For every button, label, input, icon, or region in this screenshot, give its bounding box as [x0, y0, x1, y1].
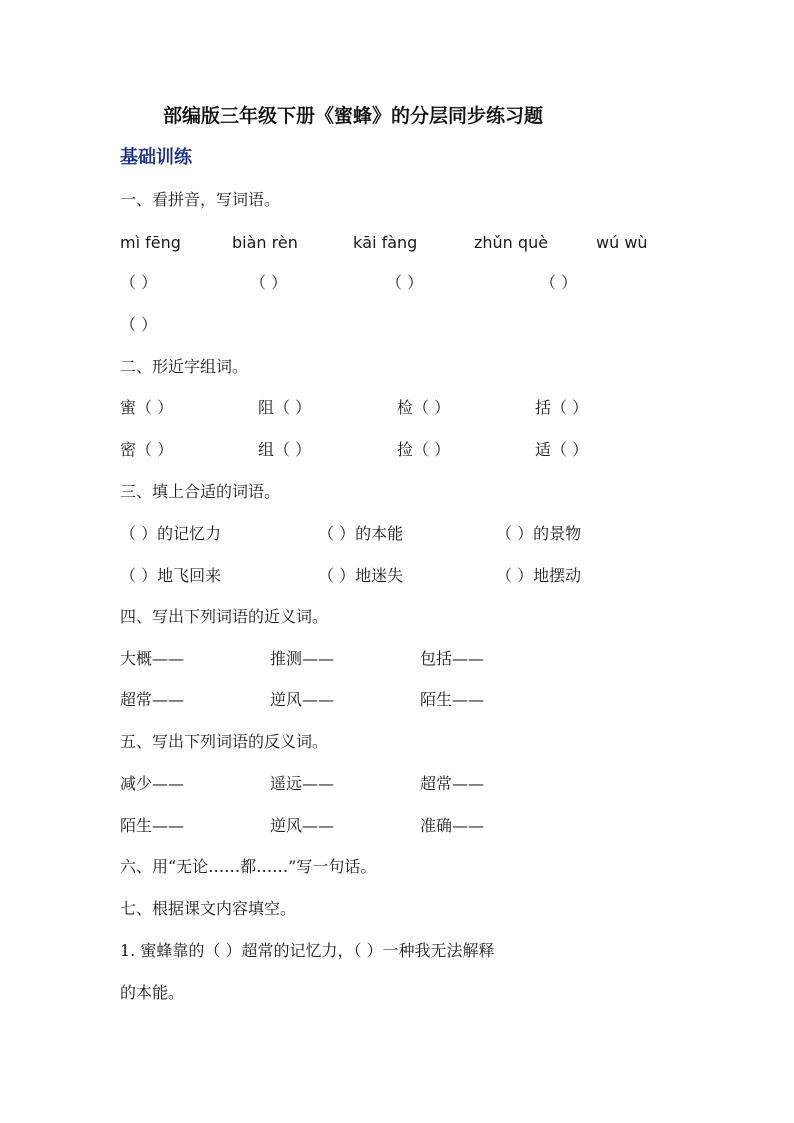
- fill-word-item[interactable]: （ ）的景物: [496, 524, 582, 543]
- pinyin-1: mì fēng: [120, 233, 181, 252]
- char-pair-item[interactable]: 检（ ）: [397, 398, 451, 417]
- question-6-heading: 六、用“无论……都……”写一句话。: [120, 857, 377, 876]
- antonym-item[interactable]: 陌生——: [120, 816, 185, 835]
- question-7-heading: 七、根据课文内容填空。: [120, 899, 297, 918]
- fill-word-item[interactable]: （ ）地摆动: [496, 566, 582, 585]
- char-pair-item[interactable]: 捡（ ）: [397, 440, 451, 459]
- char-pair-item[interactable]: 组（ ）: [258, 440, 312, 459]
- fill-word-item[interactable]: （ ）的本能: [318, 524, 404, 543]
- synonym-item[interactable]: 推测——: [270, 649, 335, 668]
- fill-word-item[interactable]: （ ）地飞回来: [120, 566, 222, 585]
- synonym-item[interactable]: 逆风——: [270, 690, 335, 709]
- antonym-item[interactable]: 超常——: [420, 774, 485, 793]
- antonym-item[interactable]: 遥远——: [270, 774, 335, 793]
- question-7-item-1[interactable]: 1. 蜜蜂靠的（ ）超常的记忆力，（ ）一种我无法解释: [120, 941, 495, 960]
- answer-blank[interactable]: （ ）: [386, 273, 424, 292]
- char-pair-item[interactable]: 适（ ）: [535, 440, 589, 459]
- char-pair-item[interactable]: 括（ ）: [535, 398, 589, 417]
- synonym-item[interactable]: 大概——: [120, 649, 185, 668]
- antonym-item[interactable]: 逆风——: [270, 816, 335, 835]
- question-7-item-1-continued: 的本能。: [120, 983, 185, 1002]
- antonym-item[interactable]: 减少——: [120, 774, 185, 793]
- answer-blank[interactable]: （ ）: [250, 273, 288, 292]
- char-pair-item[interactable]: 蜜（ ）: [120, 398, 174, 417]
- pinyin-4: zhǔn què: [474, 233, 549, 252]
- pinyin-5: wú wù: [596, 233, 648, 252]
- question-4-heading: 四、写出下列词语的近义词。: [120, 607, 329, 626]
- fill-word-item[interactable]: （ ）地迷失: [318, 566, 404, 585]
- pinyin-2: biàn rèn: [232, 233, 298, 252]
- section-heading: 基础训练: [120, 147, 192, 168]
- antonym-item[interactable]: 准确——: [420, 816, 485, 835]
- question-5-heading: 五、写出下列词语的反义词。: [120, 732, 329, 751]
- question-2-heading: 二、形近字组词。: [120, 357, 249, 376]
- page-title: 部编版三年级下册《蜜蜂》的分层同步练习题: [163, 105, 544, 127]
- question-3-heading: 三、填上合适的词语。: [120, 482, 281, 501]
- answer-blank[interactable]: （ ）: [540, 273, 578, 292]
- answer-blank[interactable]: （ ）: [120, 315, 158, 334]
- fill-word-item[interactable]: （ ）的记忆力: [120, 524, 222, 543]
- synonym-item[interactable]: 包括——: [420, 649, 485, 668]
- answer-blank[interactable]: （ ）: [120, 273, 158, 292]
- question-1-heading: 一、看拼音，写词语。: [120, 190, 281, 209]
- char-pair-item[interactable]: 密（ ）: [120, 440, 174, 459]
- synonym-item[interactable]: 超常——: [120, 690, 185, 709]
- synonym-item[interactable]: 陌生——: [420, 690, 485, 709]
- char-pair-item[interactable]: 阻（ ）: [258, 398, 312, 417]
- pinyin-3: kāi fàng: [353, 233, 418, 252]
